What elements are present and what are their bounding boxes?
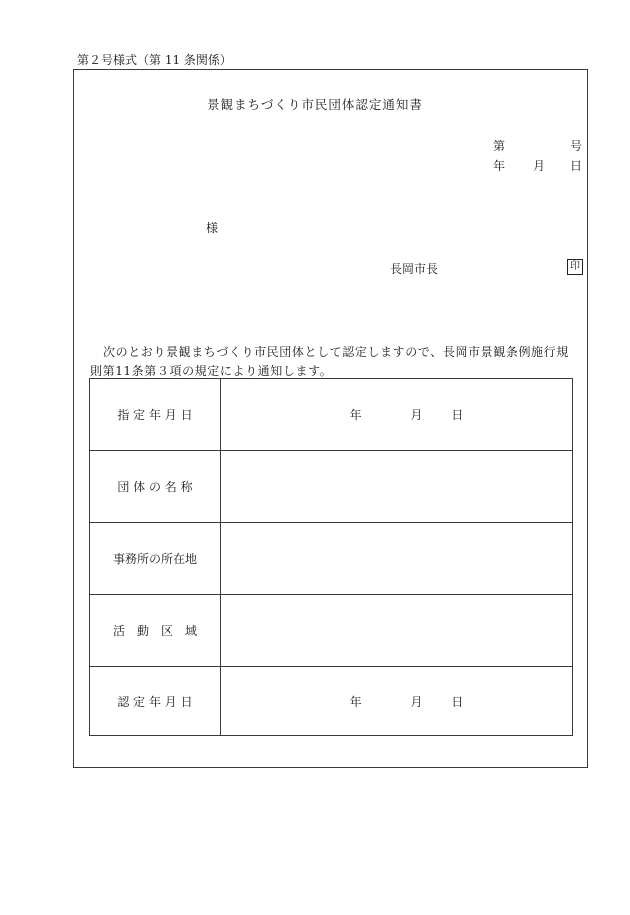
date-month-label: 月 (533, 159, 546, 173)
day-label: 日 (451, 408, 464, 422)
document-title: 景観まちづくり市民団体認定通知書 (207, 97, 423, 112)
year-label: 年 (349, 694, 362, 709)
issuer-name: 長岡市長 (390, 262, 439, 276)
table-row (90, 667, 573, 736)
month-label: 月 (410, 408, 423, 422)
table-row (90, 523, 573, 595)
day-label: 日 (451, 694, 464, 709)
certification-date-field[interactable] (221, 667, 573, 736)
date-day-label: 日 (570, 159, 583, 173)
table-row (90, 451, 573, 523)
number-prefix: 第 (493, 139, 506, 153)
year-label: 年 (349, 408, 362, 422)
group-name-field[interactable] (221, 451, 573, 523)
row-label: 団 体 の 名 称 (90, 451, 221, 523)
seal-mark: 印 (567, 259, 583, 275)
row-label: 活 動 区 域 (90, 595, 221, 667)
body-text-line-2: 則第11条第３項の規定により通知します。 (90, 364, 333, 378)
notice-table (89, 378, 573, 736)
row-label: 認 定 年 月 日 (90, 667, 221, 736)
date-year-label: 年 (493, 159, 506, 173)
table-row (90, 379, 573, 451)
addressee-honorific: 様 (206, 221, 219, 235)
month-label: 月 (410, 694, 423, 709)
activity-area-field[interactable] (221, 595, 573, 667)
table-row (90, 595, 573, 667)
row-label: 指 定 年 月 日 (90, 379, 221, 451)
form-number-label: 第２号様式（第 11 条関係） (77, 53, 232, 67)
office-address-field[interactable] (221, 523, 573, 595)
designation-date-field[interactable] (221, 379, 573, 451)
number-suffix: 号 (570, 139, 583, 153)
body-text-line-1: 次のとおり景観まちづくり市民団体として認定しますので、長岡市景観条例施行規 (103, 345, 569, 359)
row-label: 事務所の所在地 (90, 523, 221, 595)
